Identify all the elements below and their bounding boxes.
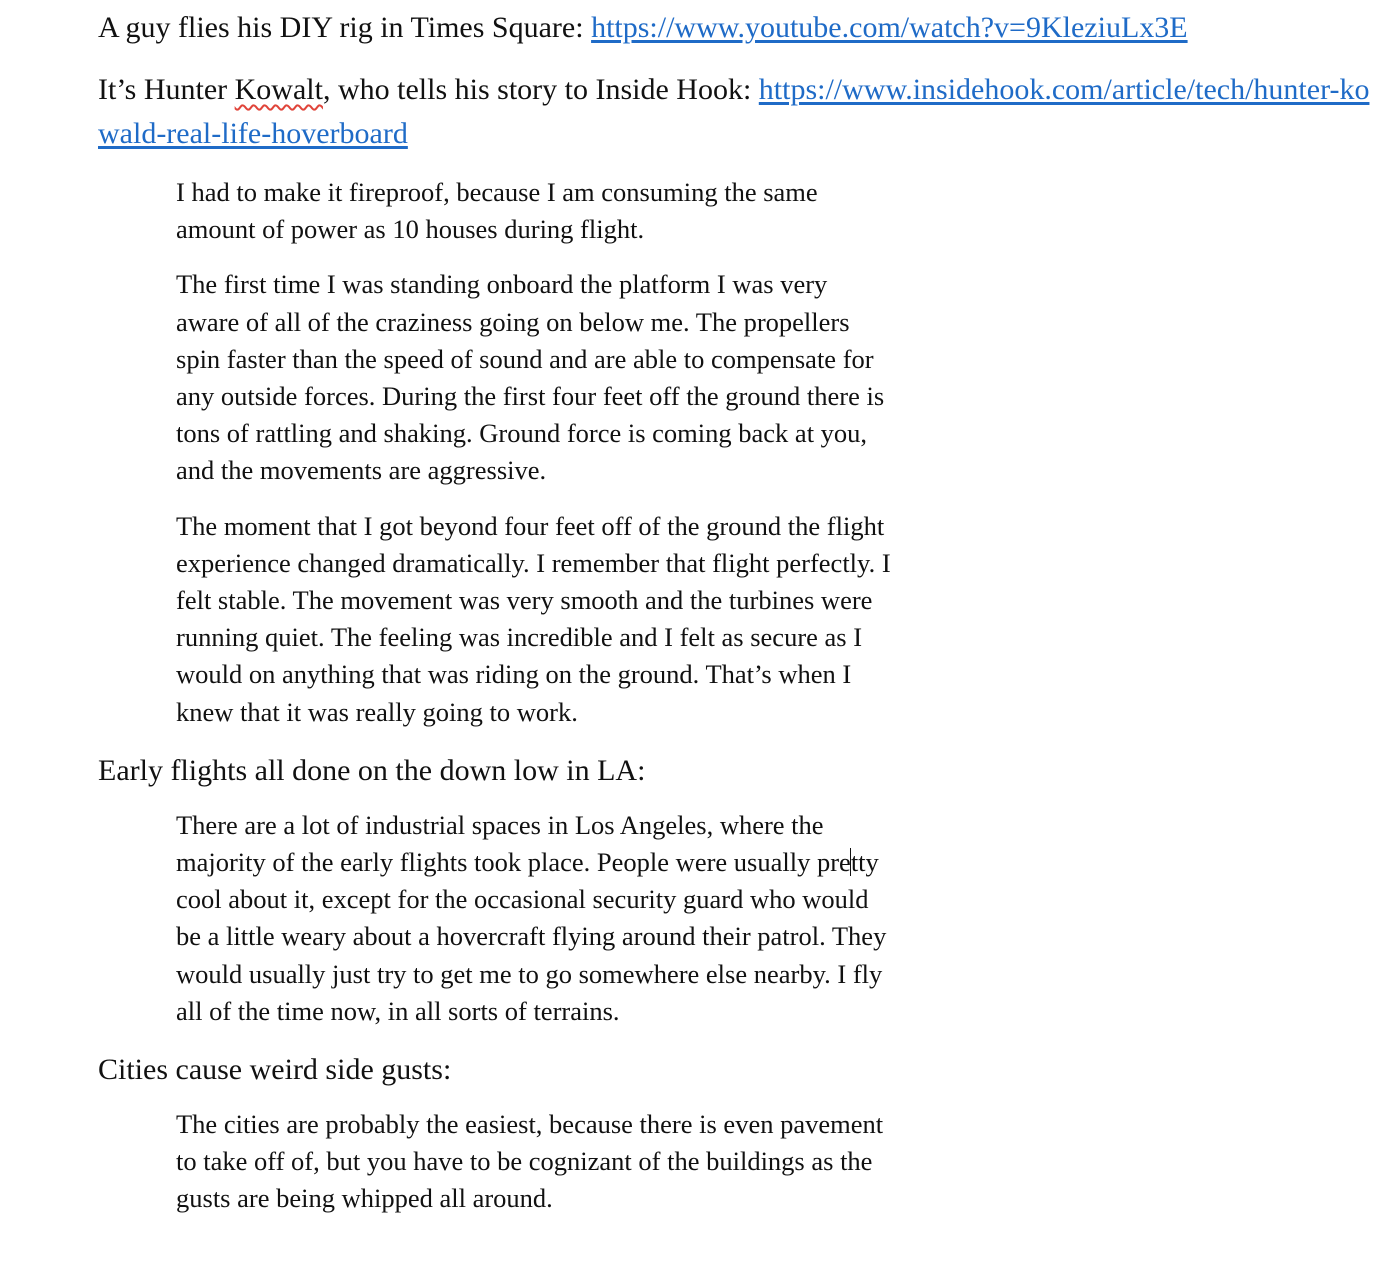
insidehook-link[interactable]: https://www.insidehook.com/article/tech/hunter-kowald-real-life-hoverboard bbox=[98, 73, 1370, 150]
quote-industrial-text-pre: There are a lot of industrial spaces in Los Angeles, where the majority of the early flights took place. People were usually pre bbox=[176, 809, 851, 878]
quote-cities: The cities are probably the easiest, because there is even pavement to take off of, but you have to be cognizant of the buildings as the gusts are being whipped all around. bbox=[176, 1109, 884, 1214]
quote-industrial-spaces[interactable] bbox=[176, 807, 896, 1030]
intro-article-text-post: , who tells his story to Inside Hook: bbox=[322, 73, 759, 106]
quote-industrial-text-post: tty cool about it, except for the occasional security guard who would be a little weary about a hovercraft flying around their patrol. They would usually just try to get me to go somewhere else nearby. I fly all of the time now, in all sorts of terrains. bbox=[176, 847, 887, 1026]
quote-first-flight: The first time I was standing onboard the platform I was very aware of all of the craziness going on below me. The propellers spin faster than the speed of sound and are able to compensate for any outside forces. During the first four feet off the ground there is tons of rattling and shaking. Ground force is coming back at you, and the movements are aggressive. bbox=[176, 269, 885, 486]
misspelled-word[interactable]: Kowalt bbox=[234, 73, 323, 106]
intro-video-text: A guy flies his DIY rig in Times Square: bbox=[98, 11, 592, 44]
youtube-link[interactable]: https://www.youtube.com/watch?v=9KleziuLx3E bbox=[591, 11, 1188, 44]
section-heading-cities: Cities cause weird side gusts: bbox=[98, 1053, 452, 1087]
quote-beyond-four-feet: The moment that I got beyond four feet off of the ground the flight experience changed dramatically. I remember that flight perfectly. I felt stable. The movement was very smooth and the turbines were running quiet. The feeling was incredible and I felt as secure as I would on anything that was riding on the ground. That’s when I knew that it was really going to work. bbox=[176, 510, 891, 727]
intro-line-video bbox=[98, 6, 1388, 50]
intro-article-text-pre: It’s Hunter bbox=[98, 73, 235, 106]
section-heading-early-flights: Early flights all done on the down low in LA: bbox=[98, 753, 646, 787]
quote-fireproof: I had to make it fireproof, because I am consuming the same amount of power as 10 houses during flight. bbox=[176, 177, 818, 245]
intro-line-article bbox=[98, 68, 1388, 156]
document-page bbox=[98, 6, 1388, 1236]
